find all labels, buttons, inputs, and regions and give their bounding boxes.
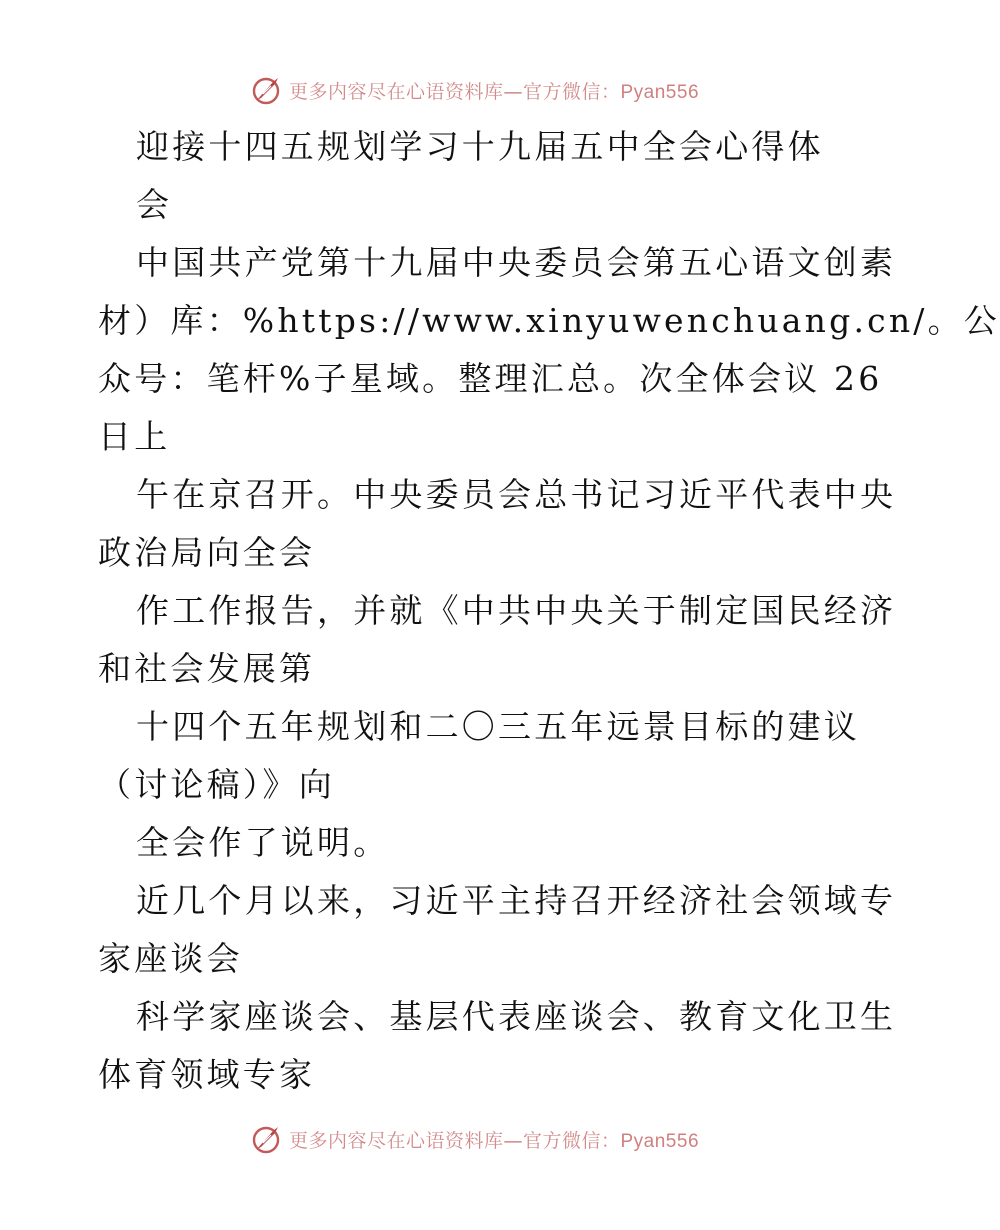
body-line: 中国共产党第十九届中央委员会第五心语文创素 <box>136 243 897 282</box>
body-line: 十四个五年规划和二〇三五年远景目标的建议 <box>136 707 860 746</box>
title-line-1: 迎接十四五规划学习十九届五中全会心得体 <box>136 127 824 166</box>
watermark-text: 更多内容尽在心语资料库—官方微信：Pyan556 <box>288 1129 700 1152</box>
body-line: 作工作报告，并就《中共中央关于制定国民经济 <box>136 591 897 630</box>
title-line-2: 会 <box>136 185 173 224</box>
body-line: 家座谈会 <box>98 939 243 978</box>
body-line: 全会作了说明。 <box>136 823 390 862</box>
watermark-text: 更多内容尽在心语资料库—官方微信：Pyan556 <box>288 80 700 103</box>
header-watermark-banner <box>0 70 950 110</box>
body-line: 众号：笔杆%子星域。整理汇总。次全体会议 26 <box>98 359 883 398</box>
body-line: 体育领域专家 <box>98 1055 316 1094</box>
body-line: 近几个月以来，习近平主持召开经济社会领域专 <box>136 881 897 920</box>
document-body <box>98 118 1000 1104</box>
body-line: 材）库：%https://www.xinyuwenchuang.cn/。公 <box>98 301 1000 340</box>
quill-logo-icon <box>251 1123 283 1155</box>
quill-logo-icon <box>251 74 283 106</box>
body-line: （讨论稿）》向 <box>98 765 335 804</box>
body-line: 政治局向全会 <box>98 533 316 572</box>
body-line: 和社会发展第 <box>98 649 316 688</box>
footer-watermark-banner <box>0 1119 950 1159</box>
body-line: 日上 <box>98 417 171 456</box>
body-line: 科学家座谈会、基层代表座谈会、教育文化卫生 <box>136 997 897 1036</box>
body-line: 午在京召开。中央委员会总书记习近平代表中央 <box>136 475 897 514</box>
